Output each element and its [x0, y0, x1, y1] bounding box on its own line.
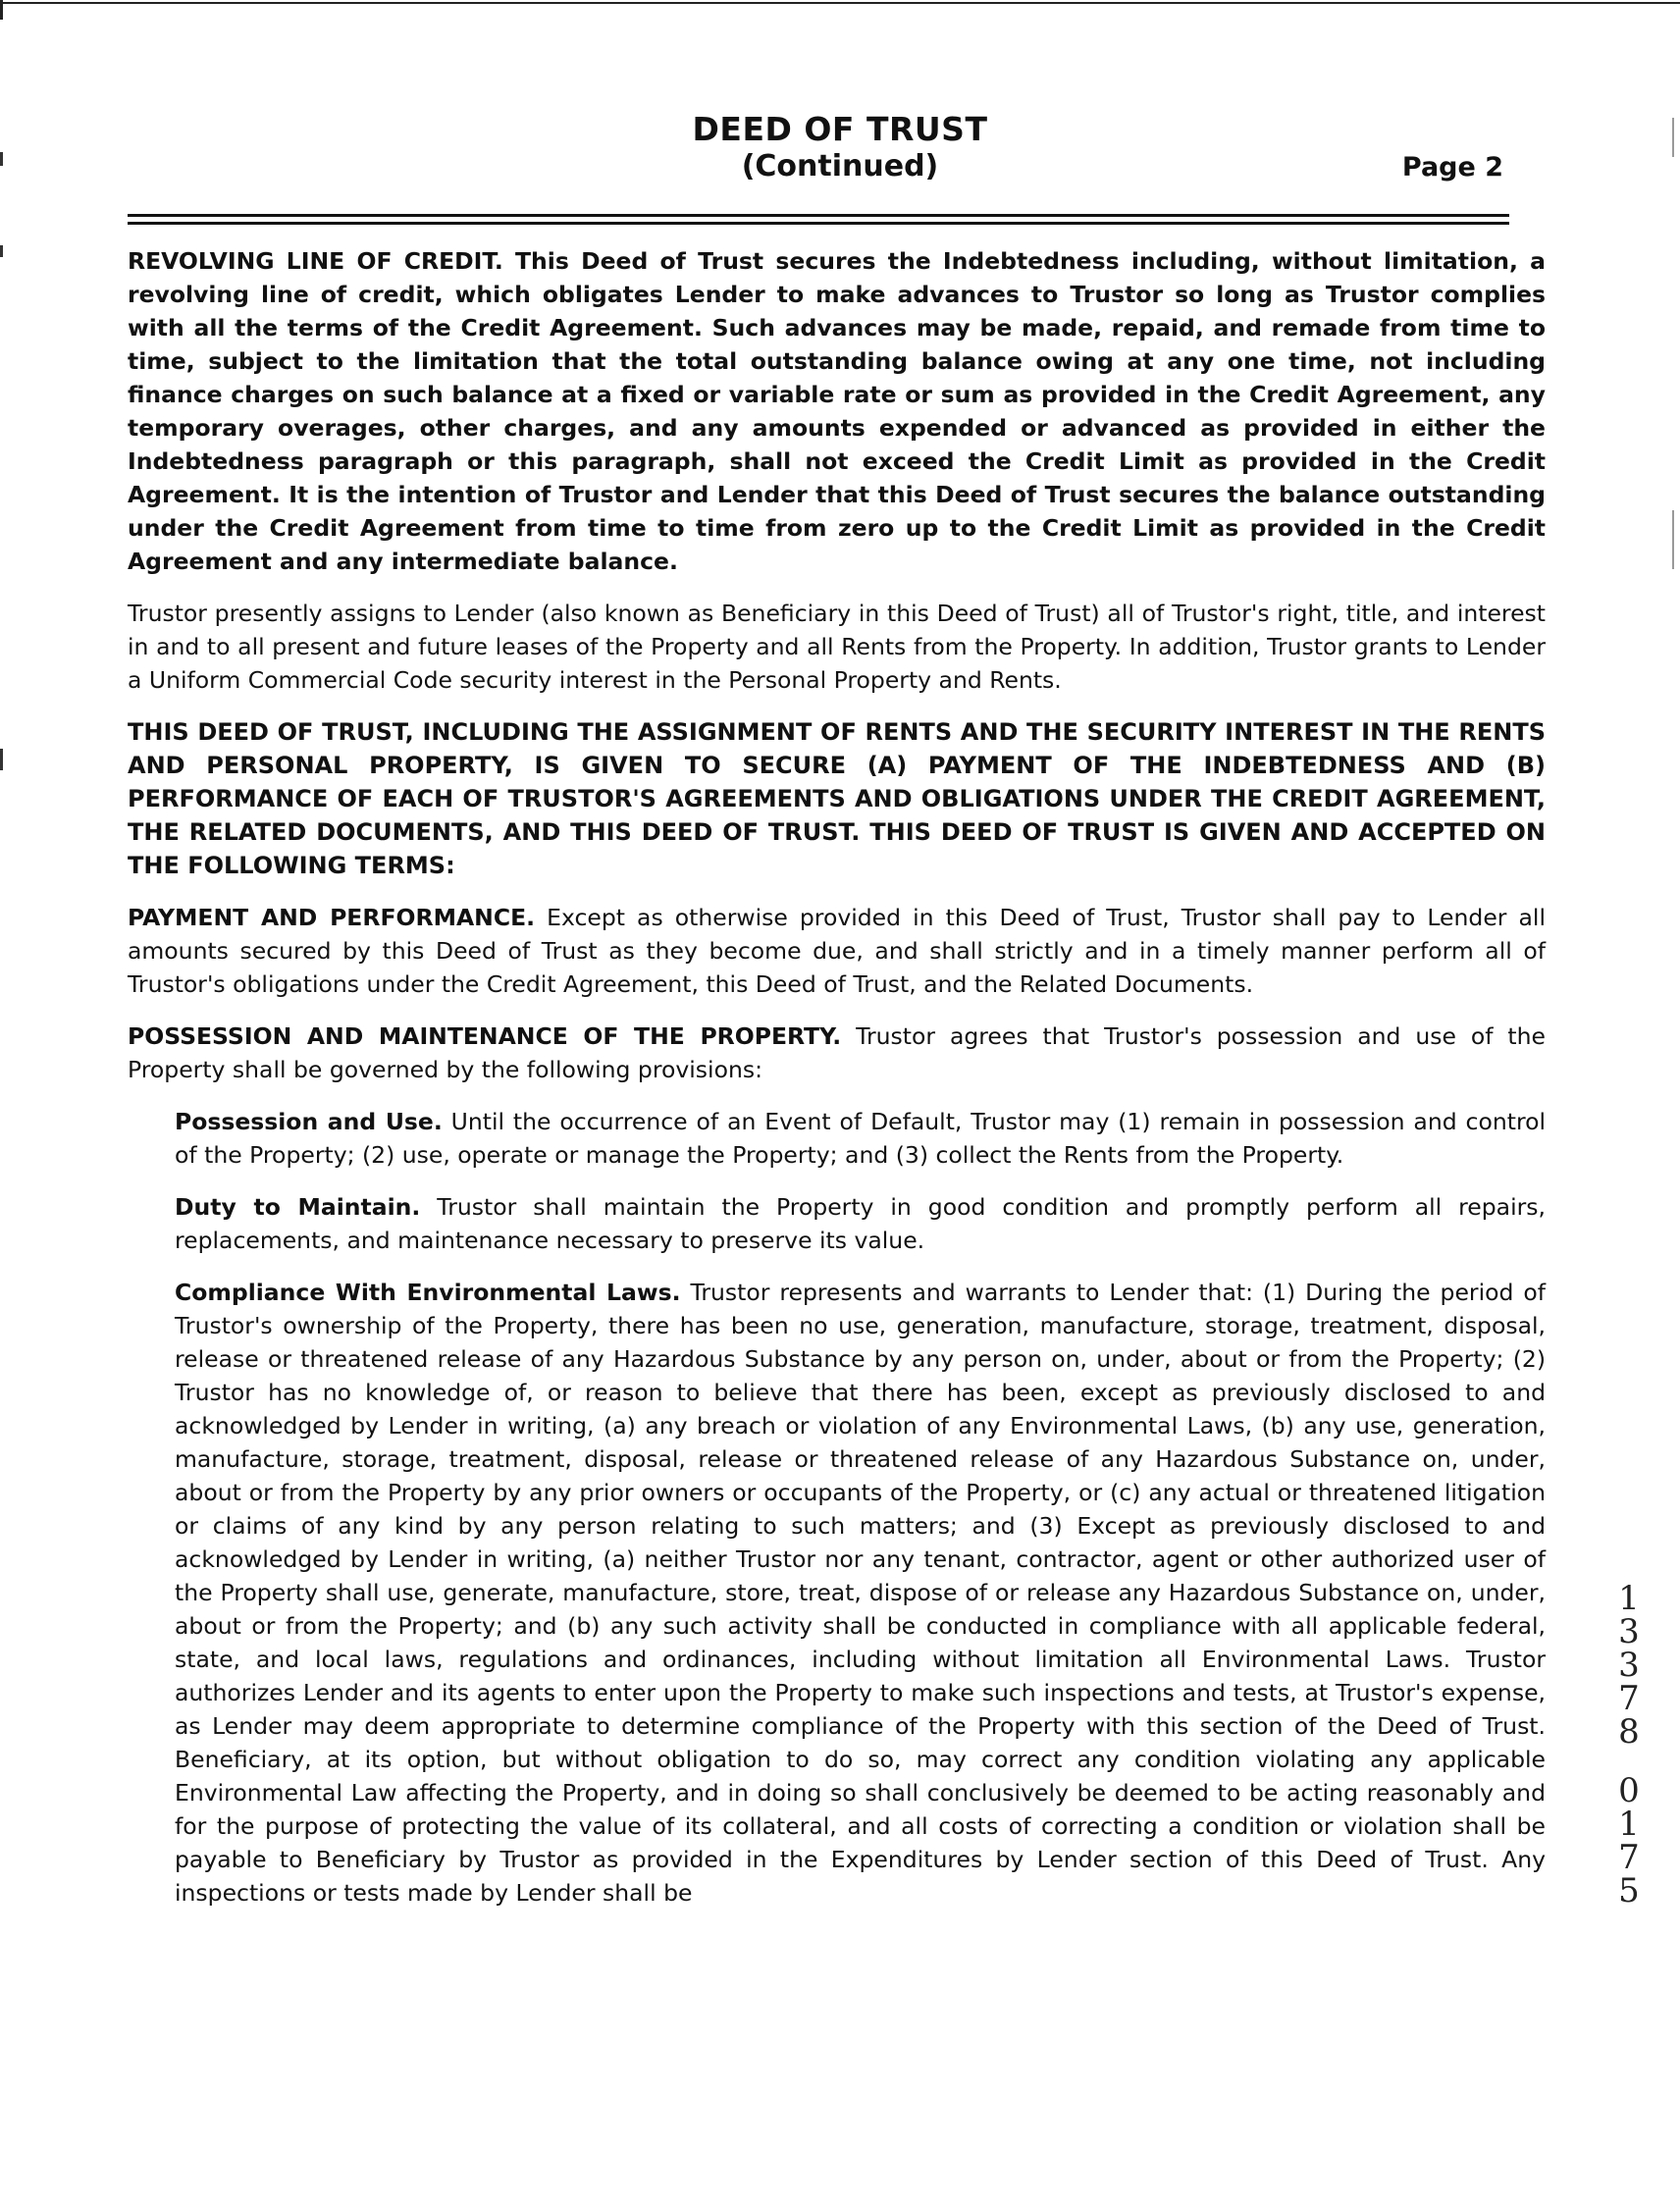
stamp-digit: 0: [1618, 1771, 1640, 1810]
document-body: [128, 244, 1546, 1928]
recording-stamp-number: [1615, 1579, 1643, 1910]
paragraph-terms-notice: [128, 715, 1546, 882]
paragraph-revolving-line-of-credit: [128, 244, 1546, 578]
header-rule-top: [128, 214, 1509, 217]
paragraph-text: Until the occurrence of an Event of Default, Trustor may (1) remain in possession and control of the Property; (2) use, operate or manage the Property; and (3) collect the Rents from the Property.: [175, 1108, 1546, 1169]
stamp-digit: 7: [1618, 1838, 1640, 1877]
scan-edge-mark: [0, 245, 3, 257]
paragraph-heading: POSSESSION AND MAINTENANCE OF THE PROPERTY.: [128, 1022, 842, 1050]
paragraph-text: This Deed of Trust secures the Indebtedness including, without limitation, a revolving line of credit, which obligates Lender to make advances to Trustor so long as Trustor complies with all the terms of the Credit Agreement. Such advances may be made, repaid, and remade from time to time, subject to the limitation that the total outstanding balance owing at any one time, not including finance charges on such balance at a fixed or variable rate or sum as provided in the Credit Agreement, any temporary overages, other charges, and any amounts expended or advanced as provided in either the Indebtedness paragraph or this paragraph, shall not exceed the Credit Limit as provided in the Credit Agreement. It is the intention of Trustor and Lender that this Deed of Trust secures the balance outstanding under the Credit Agreement from time to time from zero up to the Credit Limit as provided in the Credit Agreement and any intermediate balance.: [128, 247, 1546, 575]
page-number: Page 2: [1401, 152, 1503, 183]
paragraph-text: Trustor shall maintain the Property in good condition and promptly perform all repairs, replacements, and maintenance necessary to preserve its value.: [175, 1193, 1546, 1254]
stamp-digit: 3: [1618, 1612, 1640, 1651]
stamp-digit: 8: [1618, 1712, 1640, 1752]
paragraph-text: Trustor agrees that Trustor's possession and use of the Property shall be governed by the following provisions:: [128, 1022, 1546, 1083]
paragraph-payment-and-performance: [128, 901, 1546, 1001]
stamp-digit: 1: [1618, 1579, 1640, 1618]
paragraph-text: Trustor presently assigns to Lender (also known as Beneficiary in this Deed of Trust) all of Trustor's right, title, and interest in and to all present and future leases of the Property and all Rents from the Property. In addition, Trustor grants to Lender a Uniform Commercial Code security interest in the Personal Property and Rents.: [128, 600, 1546, 694]
stamp-digit: 3: [1618, 1646, 1640, 1685]
document-title: DEED OF TRUST: [692, 110, 988, 148]
paragraph-heading: PAYMENT AND PERFORMANCE.: [128, 904, 536, 931]
paragraph-text: THIS DEED OF TRUST, INCLUDING THE ASSIGNMENT OF RENTS AND THE SECURITY INTEREST IN THE RENTS AND PERSONAL PROPERTY, IS GIVEN TO SECURE (A) PAYMENT OF THE INDEBTEDNESS AND (B) PERFORMANCE OF EACH OF TRUSTOR'S AGREEMENTS AND OBLIGATIONS UNDER THE CREDIT AGREEMENT, THE RELATED DOCUMENTS, AND THIS DEED OF TRUST. THIS DEED OF TRUST IS GIVEN AND ACCEPTED ON THE FOLLOWING TERMS:: [128, 718, 1546, 879]
paragraph-heading: Possession and Use.: [175, 1108, 443, 1135]
paragraph-environmental-compliance: [175, 1276, 1546, 1910]
scan-edge-line: [0, 2, 1680, 4]
header-rule-bottom: [128, 222, 1509, 225]
stamp-digit: 5: [1618, 1871, 1640, 1910]
document-subtitle: (Continued): [741, 149, 939, 183]
stamp-digit: 7: [1618, 1679, 1640, 1718]
paragraph-text: Except as otherwise provided in this Deed of Trust, Trustor shall pay to Lender all amounts secured by this Deed of Trust as they become due, and shall strictly and in a timely manner perform all of Trustor's obligations under the Credit Agreement, this Deed of Trust, and the Related Documents.: [128, 904, 1546, 998]
paragraph-heading: Compliance With Environmental Laws.: [175, 1279, 681, 1306]
paragraph-assignment-of-rents: [128, 597, 1546, 697]
stamp-number-part-1: [1615, 1579, 1643, 1752]
paragraph-heading: REVOLVING LINE OF CREDIT.: [128, 247, 503, 275]
scan-corner-mark: [0, 0, 3, 20]
paragraph-duty-to-maintain: [175, 1190, 1546, 1257]
stamp-number-part-2: [1615, 1771, 1643, 1910]
stamp-digit: 1: [1618, 1805, 1640, 1844]
paragraph-heading: Duty to Maintain.: [175, 1193, 421, 1221]
paragraph-text: Trustor represents and warrants to Lender that: (1) During the period of Trustor's ownership of the Property, there has been no use, generation, manufacture, storage, treatment, disposal, release or threatened release of any Hazardous Substance by any person on, under, about or from the Property; (2) Trustor has no knowledge of, or reason to believe that there has been, except as previously disclosed to and acknowledged by Lender in writing, (a) any breach or violation of any Environmental Laws, (b) any use, generation, manufacture, storage, treatment, disposal, release or threatened release of any Hazardous Substance on, under, about or from the Property by any prior owners or occupants of the Property, or (c) any actual or threatened litigation or claims of any kind by any person relating to such matters; and (3) Except as previously disclosed to and acknowledged by Lender in writing, (a) neither Trustor nor any tenant, contractor, agent or other authorized user of the Property shall use, generate, manufacture, store, treat, dispose of or release any Hazardous Substance on, under, about or from the Property; and (b) any such activity shall be conducted in compliance with all applicable federal, state, and local laws, regulations and ordinances, including without limitation all Environmental Laws. Trustor authorizes Lender and its agents to enter upon the Property to make such inspections and tests, at Trustor's expense, as Lender may deem appropriate to determine compliance of the Property with this section of the Deed of Trust. Beneficiary, at its option, but without obligation to do so, may correct any condition violating any applicable Environmental Law affecting the Property, and in doing so shall conclusively be deemed to be acting reasonably and for the purpose of protecting the value of its collateral, and all costs of correcting a condition or violation shall be payable to Beneficiary by Trustor as provided in the Expenditures by Lender section of this Deed of Trust. Any inspections or tests made by Lender shall be: [175, 1279, 1547, 1907]
paragraph-possession-and-maintenance: [128, 1020, 1546, 1086]
paragraph-possession-and-use: [175, 1105, 1546, 1172]
scan-edge-mark: [1672, 510, 1674, 569]
scan-edge-mark: [0, 749, 3, 770]
